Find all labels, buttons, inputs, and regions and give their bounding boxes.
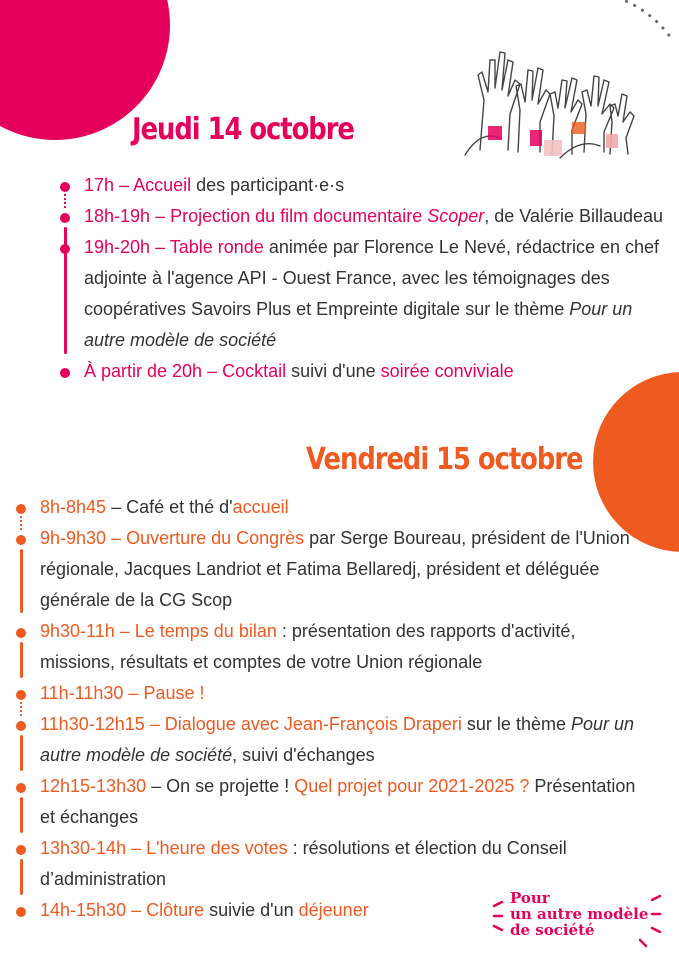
item-time: 11h-11h30 — [40, 683, 124, 703]
timeline-bullet — [16, 721, 26, 731]
item-text: , de Valérie Billaudeau — [484, 206, 664, 226]
raised-hands-illustration — [460, 30, 640, 160]
slogan-line: de société — [510, 921, 595, 939]
item-text: suivie d'un — [204, 900, 299, 920]
item-highlight: Clôture — [146, 900, 205, 920]
timeline-vendredi — [14, 492, 654, 926]
item-highlight: Ouverture du Congrès — [126, 528, 305, 548]
item-separator: – — [114, 175, 134, 195]
item-separator: – — [150, 206, 171, 226]
schedule-item — [58, 356, 678, 387]
schedule-item — [14, 523, 654, 616]
schedule-item — [58, 201, 678, 232]
item-time: À partir de 20h — [84, 361, 203, 381]
day-title-vendredi: Vendredi 15 octobre — [306, 442, 583, 477]
timeline-bullet — [16, 535, 26, 545]
schedule-item — [14, 616, 654, 678]
timeline-bullet — [16, 690, 26, 700]
timeline-line — [64, 258, 67, 354]
item-text: Présentation et échanges — [40, 776, 636, 827]
item-separator: – — [106, 528, 127, 548]
item-text: : présentation des rapports d'activité, missions, résultats et comptes de votre Union régionale — [40, 621, 576, 672]
timeline-bullet — [16, 845, 26, 855]
timeline-bullet — [16, 783, 26, 793]
timeline-line — [20, 797, 23, 833]
timeline-jeudi — [58, 170, 678, 387]
item-highlight: Cocktail — [222, 361, 287, 381]
item-text: suivi d'une — [286, 361, 381, 381]
item-time: 8h-8h45 — [40, 497, 107, 517]
item-text: On se projette ! — [166, 776, 295, 796]
item-highlight: Projection du film documentaire — [170, 206, 428, 226]
item-separator: – — [126, 900, 147, 920]
schedule-item — [14, 492, 654, 523]
item-text: sur le thème — [461, 714, 571, 734]
item-time: 17h — [84, 175, 115, 195]
item-text: par Serge Boureau, président de l'Union régionale, Jacques Landriot et Fatima Bellaredj, président et déléguée générale de la CG Scop — [40, 528, 630, 610]
item-highlight: accueil — [232, 497, 289, 517]
timeline-bullet — [60, 368, 70, 378]
item-highlight: Dialogue avec Jean-François Draperi — [164, 714, 462, 734]
slogan-text — [510, 890, 648, 938]
item-separator: – Café et thé d' — [106, 497, 233, 517]
timeline-line — [20, 642, 23, 678]
schedule-item — [14, 771, 654, 833]
timeline-bullet — [16, 628, 26, 638]
timeline-bullet — [60, 213, 70, 223]
slogan-badge — [492, 886, 662, 950]
schedule-item — [14, 678, 654, 709]
item-time: 18h-19h — [84, 206, 151, 226]
item-text: des participant·e·s — [191, 175, 345, 195]
item-separator: – — [126, 838, 147, 858]
item-separator: – — [146, 776, 167, 796]
item-separator: – — [114, 621, 135, 641]
item-italic: Pour un autre modèle de société — [40, 714, 635, 765]
item-time: 19h-20h — [84, 237, 151, 257]
schedule-item — [58, 170, 678, 201]
item-time: 12h15-13h30 — [40, 776, 147, 796]
timeline-bullet — [16, 907, 26, 917]
timeline-bullet — [16, 504, 26, 514]
item-separator: – — [150, 237, 170, 257]
item-highlight: Le temps du bilan — [134, 621, 277, 641]
item-highlight: L'heure des votes — [146, 838, 288, 858]
schedule-item — [58, 232, 678, 356]
timeline-line — [20, 549, 23, 613]
item-highlight: Table ronde — [169, 237, 264, 257]
item-time: 9h30-11h — [40, 621, 115, 641]
slogan-line: Pour — [510, 889, 550, 907]
item-highlight: Quel projet pour 2021-2025 ? — [294, 776, 530, 796]
timeline-bullet — [60, 244, 70, 254]
item-highlight: Accueil — [133, 175, 192, 195]
slogan-line: un autre modèle — [510, 905, 649, 923]
item-text: : résolutions et élection du Conseil d’administration — [40, 838, 567, 889]
item-highlight: déjeuner — [298, 900, 369, 920]
item-separator: – — [144, 714, 165, 734]
item-time: 11h30-12h15 — [40, 714, 145, 734]
item-separator: – — [123, 683, 144, 703]
schedule-item — [14, 709, 654, 771]
item-highlight: Pause ! — [143, 683, 205, 703]
item-highlight: soirée conviviale — [380, 361, 514, 381]
item-text: animée par Florence Le Nevé, rédactrice en chef adjointe à l'agence API - Ouest France, avec les témoignages des coopératives Savoirs Plus et Empreinte digitale sur le thème — [84, 237, 660, 319]
day-title-jeudi: Jeudi 14 octobre — [132, 112, 354, 147]
item-italic: Pour un autre modèle de société — [84, 299, 633, 350]
item-italic: Scoper — [427, 206, 485, 226]
item-time: 13h30-14h — [40, 838, 127, 858]
item-separator: – — [202, 361, 223, 381]
timeline-bullet — [60, 182, 70, 192]
item-time: 9h-9h30 — [40, 528, 107, 548]
timeline-line — [20, 859, 23, 895]
timeline-line — [20, 735, 23, 771]
item-time: 14h-15h30 — [40, 900, 127, 920]
item-text: , suivi d'échanges — [232, 745, 375, 765]
